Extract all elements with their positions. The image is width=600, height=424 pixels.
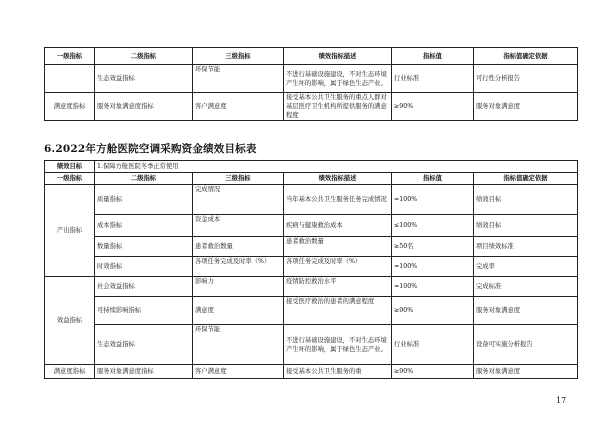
basis-cell: 绩效目标: [474, 215, 578, 237]
level2-cell: 社会效益指标: [95, 277, 193, 297]
table-header-row: [45, 173, 578, 185]
description-cell: 接受基本公共卫生服务的重: [284, 365, 392, 379]
level2-cell: 服务对象满意度指标: [95, 365, 193, 379]
header-cell: 指标值: [392, 173, 474, 185]
section-title: 6.2022年方舱医院空调采购资金绩效目标表: [44, 143, 257, 155]
header-cell: 二级指标: [95, 48, 193, 65]
level1-cell: 产出指标: [45, 185, 95, 277]
value-cell: =100%: [392, 185, 474, 215]
description-cell: 接受基本公共卫生服务的重点人群对基层医疗卫生机构所提供服务的满意程度: [284, 93, 392, 121]
goal-label: 绩效目标: [45, 161, 95, 173]
value-cell: =100%: [392, 257, 474, 277]
description-cell: 接受医疗救治的患者的满意程度: [284, 297, 392, 325]
level1-cell: [45, 65, 95, 93]
table-row: [45, 365, 578, 379]
goal-row: [45, 161, 578, 173]
level3-cell: 完成情况: [193, 185, 284, 215]
level3-cell: 客户满意度: [193, 365, 284, 379]
basis-cell: 设备可实施分析报告: [474, 325, 578, 365]
level3-cell: 患者救治数量: [193, 237, 284, 257]
level3-cell: 各项任务完成及时率（%）: [193, 257, 284, 277]
level2-cell: 服务对象满意度指标: [95, 93, 193, 121]
header-cell: 指标值确定依据: [474, 173, 578, 185]
value-cell: 行业标准: [392, 65, 474, 93]
table-header-row: [45, 48, 578, 65]
level3-cell: 环保节能: [193, 65, 284, 93]
level2-cell: 质量指标: [95, 185, 193, 215]
header-cell: 绩效指标描述: [284, 173, 392, 185]
table-row: [45, 65, 578, 93]
basis-cell: 完成率: [474, 257, 578, 277]
header-cell: 二级指标: [95, 173, 193, 185]
level2-cell: 生态效益指标: [95, 325, 193, 365]
table-row: [45, 215, 578, 237]
table-row: [45, 325, 578, 365]
table-row: [45, 257, 578, 277]
description-cell: 各项任务完成及时率（%）: [284, 257, 392, 277]
level2-cell: 成本指标: [95, 215, 193, 237]
page-number: 17: [556, 396, 567, 405]
level1-cell: 效益指标: [45, 277, 95, 365]
description-cell: 患者救治数量: [284, 237, 392, 257]
header-cell: 三级指标: [193, 173, 284, 185]
value-cell: =100%: [392, 277, 474, 297]
value-cell: ≤100%: [392, 215, 474, 237]
value-cell: ≥50名: [392, 237, 474, 257]
level2-cell: 时效指标: [95, 257, 193, 277]
value-cell: ≥90%: [392, 297, 474, 325]
basis-cell: 绩效目标: [474, 185, 578, 215]
level3-cell: 资金成本: [193, 215, 284, 237]
level2-cell: 数量指标: [95, 237, 193, 257]
value-cell: ≥90%: [392, 93, 474, 121]
goal-text: 1.保障方舱医院冬季正常使用: [95, 161, 578, 173]
basis-cell: 项目绩效标准: [474, 237, 578, 257]
basis-cell: 可行性分析报告: [474, 65, 578, 93]
level3-cell: 环保节能: [193, 325, 284, 365]
level1-cell: 满意度指标: [45, 365, 95, 379]
level2-cell: 生态效益指标: [95, 65, 193, 93]
level3-cell: 影响力: [193, 277, 284, 297]
basis-cell: 完成标准: [474, 277, 578, 297]
table-row: [45, 277, 578, 297]
header-cell: 绩效指标描述: [284, 48, 392, 65]
header-cell: 指标值确定依据: [474, 48, 578, 65]
description-cell: 不进行基础设施建设，不对生态环境产生坏的影响，属于绿色生态产业。: [284, 325, 392, 365]
description-cell: 不进行基础设施建设，不对生态环境产生坏的影响，属于绿色生态产业。: [284, 65, 392, 93]
description-cell: 当年基本公共卫生服务任务完成情况: [284, 185, 392, 215]
level2-cell: 可持续影响指标: [95, 297, 193, 325]
description-cell: 疾病与健康救治成本: [284, 215, 392, 237]
description-cell: 疫情防控救治水平: [284, 277, 392, 297]
header-cell: 一级指标: [45, 48, 95, 65]
value-cell: ≥90%: [392, 365, 474, 379]
level1-cell: 满意度指标: [45, 93, 95, 121]
basis-cell: 服务对象满意度: [474, 297, 578, 325]
level3-cell: 客户满意度: [193, 93, 284, 121]
basis-cell: 服务对象满意度: [474, 365, 578, 379]
level3-cell: 满意度: [193, 297, 284, 325]
header-cell: 一级指标: [45, 173, 95, 185]
table-row: [45, 185, 578, 215]
header-cell: 三级指标: [193, 48, 284, 65]
value-cell: 行业标准: [392, 325, 474, 365]
table-row: [45, 297, 578, 325]
header-cell: 指标值: [392, 48, 474, 65]
table-row: [45, 237, 578, 257]
table-row: [45, 93, 578, 121]
basis-cell: 服务对象满意度: [474, 93, 578, 121]
indicator-table-2: [44, 160, 578, 379]
indicator-table-1: [44, 47, 578, 121]
